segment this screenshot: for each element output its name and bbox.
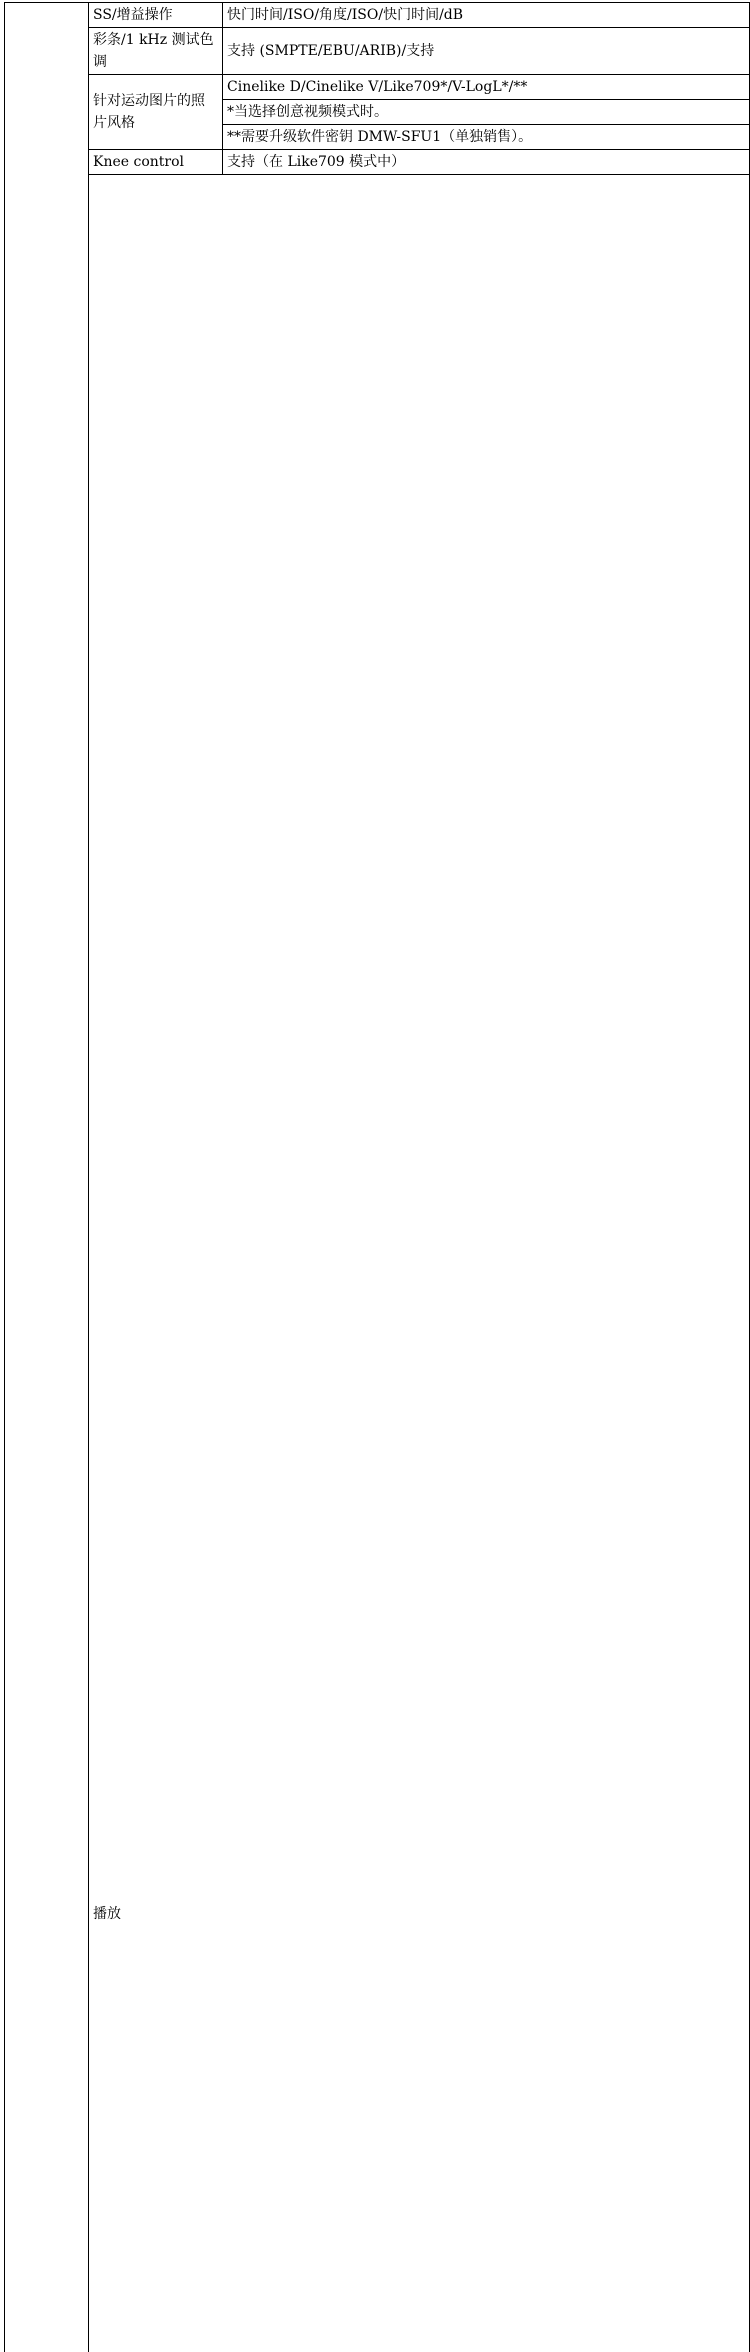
row-label: Knee control <box>89 150 223 175</box>
row-value: Cinelike D/Cinelike V/Like709*/V-LogL*/** <box>223 75 750 100</box>
row-label: 针对运动图片的照片风格 <box>89 75 223 150</box>
table-row <box>5 175 750 2352</box>
table-row <box>5 28 750 75</box>
row-label: SS/增益操作 <box>89 3 223 28</box>
row-value: 支持 (SMPTE/EBU/ARIB)/支持 <box>223 28 750 75</box>
row-value: **需要升级软件密钥 DMW-SFU1（单独销售）。 <box>223 125 750 150</box>
row-value: *当选择创意视频模式时。 <box>223 100 750 125</box>
table-row <box>5 3 750 28</box>
row-label: 彩条/1 kHz 测试色调 <box>89 28 223 75</box>
table-row <box>5 150 750 175</box>
row-value: 快门时间/ISO/角度/ISO/快门时间/dB <box>223 3 750 28</box>
spec-table <box>4 2 750 2352</box>
row-value: 支持（在 Like709 模式中） <box>223 150 750 175</box>
group-label: 播放 <box>89 175 750 2352</box>
continued-group-cell <box>5 3 89 2352</box>
table-row <box>5 75 750 100</box>
